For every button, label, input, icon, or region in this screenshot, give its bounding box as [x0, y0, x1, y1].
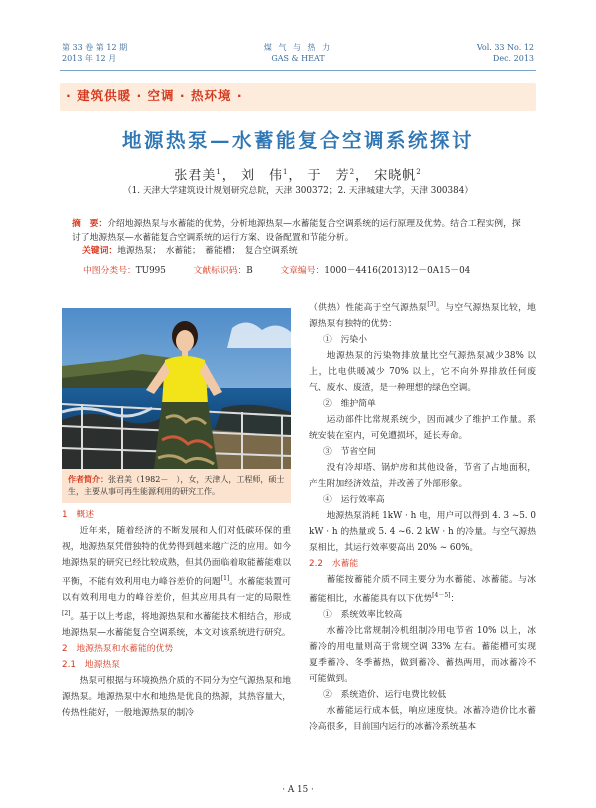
author-intro — [62, 469, 291, 503]
paragraph-text: ： — [450, 593, 460, 604]
author-intro-text: 张君美（1982－ ），女，天津人，工程师，硕士生，主要从事可再生能源利用的研究工作。 — [68, 475, 285, 496]
article-id-label: 文章编号： — [280, 266, 325, 276]
article-meta — [83, 265, 470, 278]
paragraph: 水蓄冷比常规制冷机组制冷用电节省 10% 以上，冰蓄冷的用电量则高于常规空调 33% 左右。蓄能槽可实现夏季蓄冷、冬季蓄热，做到蓄冷、蓄热两用，而冰蓄冷不可能做到。 — [309, 625, 536, 684]
journal-name-en: GAS & HEAT — [271, 54, 325, 63]
paragraph-text: 蓄能按蓄能介质不同主要分为水蓄能、冰蓄能。与冰蓄能相比，水蓄能具有以下优势 — [309, 574, 536, 604]
keywords-text: 地源热泵； 水蓄能； 蓄能槽； 复合空调系统 — [117, 246, 298, 256]
journal-volume: 第 33 卷 第 12 期 — [62, 43, 128, 52]
paragraph: 运动部件比常规系统少，因而减少了维护工作量。系统安装在室内，可免遭损坏，延长寿命。 — [309, 414, 536, 441]
list-item-heading: ③ 节省空间 — [323, 446, 376, 457]
citation: [2] — [62, 609, 71, 617]
author-photo-image — [62, 308, 291, 469]
author-photo — [62, 308, 291, 469]
paragraph — [62, 523, 291, 641]
paragraph: 地源热泵消耗 1kW · h 电，用户可以得到 4. 3 ~5. 0 kW · h 的热量或 5. 4 ~6. 2 kW · h 的冷量。与空气源热泵相比，其运行效率要高出 20% ~ 60%。 — [309, 510, 536, 553]
subsection-heading-2-1: 2.1 地源热泵 — [62, 659, 120, 670]
citation: [4－5] — [432, 591, 451, 599]
article-id-value: 1000－4416(2013)12－0A15－04 — [324, 266, 471, 276]
section-banner-label: · 建筑供暖 · 空调 · 热环境 · — [66, 88, 243, 103]
author-affil-mark: 1 — [216, 168, 222, 176]
list-item-heading: ① 污染小 — [323, 334, 367, 345]
paragraph-text: 近年来，随着经济的不断发展和人们对低碳环保的重视，地源热泵凭借独特的优势得到越来越广泛的应用。如今地源热泵的研究已经比较成熟，但其仍面临着取能蓄能难以平衡，不能有效利用电力峰谷差价的问题 — [62, 526, 291, 587]
paragraph-text: 。基于以上考虑，将地源热泵和水蓄能技术相结合，形成地源热泵—水蓄能复合空调系统，本文对该系统进行研究。 — [62, 611, 291, 638]
section-heading-1: 1 概述 — [62, 510, 94, 520]
header-divider — [60, 70, 536, 71]
author-affil-mark: 2 — [349, 168, 356, 176]
paragraph: 没有冷却塔、锅炉房和其他设备，节省了占地面积，产生附加经济效益，并改善了外部形象。 — [309, 462, 536, 489]
clc-value: TU995 — [135, 266, 166, 276]
list-item-heading: ① 系统效率比较高 — [323, 609, 403, 620]
list-item-heading: ② 维护简单 — [323, 398, 376, 409]
affiliation: （1. 天津大学建筑设计规划研究总院，天津 300372；2. 天津城建大学，天津 300384） — [122, 186, 474, 196]
list-item-heading: ④ 运行效率高 — [323, 494, 385, 505]
journal-volume-en: Vol. 33 No. 12 — [476, 43, 534, 52]
paragraph — [309, 297, 536, 332]
author-affil-mark: 1 — [282, 168, 289, 176]
left-column — [62, 507, 291, 721]
paragraph-text: 。水蓄能装置可以有效利用电力的峰谷差价，但其应用具有一定的局限性 — [62, 576, 291, 603]
author-affil-mark: 2 — [416, 168, 422, 176]
journal-issue-en — [477, 42, 534, 64]
journal-date: 2013 年 12 月 — [62, 54, 117, 63]
author-list: 张君美$^1$， 刘 伟$^1$， 于 芳$^2$， 宋晓帆$^2$ — [174, 168, 422, 184]
list-item-heading: ② 系统造价、运行电费比较低 — [323, 689, 447, 700]
abstract — [72, 218, 524, 259]
keywords-label: 关键词： — [82, 246, 118, 256]
clc-label: 中图分类号： — [83, 266, 136, 276]
article-title: 地源热泵—水蓄能复合空调系统探讨 — [121, 129, 474, 152]
author-name: 宋晓帆 — [374, 168, 417, 184]
abstract-label: 摘 要： — [72, 219, 108, 229]
author-name: 张君美 — [174, 168, 217, 184]
paragraph: 地源热泵的污染物排放量比空气源热泵减少38% 以上，比电供暖减少 70% 以上，它不向外界排放任何废气、废水、废渣，是一种理想的绿色空调。 — [309, 350, 536, 393]
journal-name-cn: 煤 气 与 热 力 — [263, 43, 333, 52]
paragraph: 热泵可根据与环境换热介质的不同分为空气源热泵和地源热泵。地源热泵中水和地热是优良的热源，其热容量大，传热性能好，一般地源热泵的制冷 — [62, 675, 291, 718]
page-number: · A 15 · — [282, 785, 314, 795]
paragraph-text: 。与空气源热泵比较，地源热泵有独特的优势： — [309, 302, 536, 329]
subsection-heading-2-2: 2.2 水蓄能 — [309, 558, 359, 569]
paragraph — [309, 572, 536, 607]
doc-code-value: B — [246, 266, 253, 276]
author-name: 刘 伟 — [240, 168, 283, 184]
paragraph-text: （供热）性能高于空气源热泵 — [309, 302, 428, 313]
right-column — [309, 297, 536, 735]
citation: [3] — [427, 301, 436, 308]
abstract-text: 介绍地源热泵与水蓄能的优势，分析地源热泵—水蓄能复合空调系统的运行原理及优势。结合工程实例，探讨了地源热泵—水蓄能复合空调系统的运行方案、设备配置和节能分析。 — [72, 219, 521, 243]
author-intro-label: 作者简介： — [68, 474, 108, 484]
journal-date-en: Dec. 2013 — [492, 54, 534, 63]
citation: [1] — [220, 575, 230, 582]
author-name: 于 芳 — [307, 168, 350, 184]
paragraph: 水蓄能运行成本低，响应速度快。冰蓄冷造价比水蓄冷高很多，目前国内运行的冰蓄冷系统基本 — [309, 705, 536, 732]
section-heading-2: 2 地源热泵和水蓄能的优势 — [62, 643, 174, 654]
doc-code-label: 文献标识码： — [193, 266, 247, 276]
